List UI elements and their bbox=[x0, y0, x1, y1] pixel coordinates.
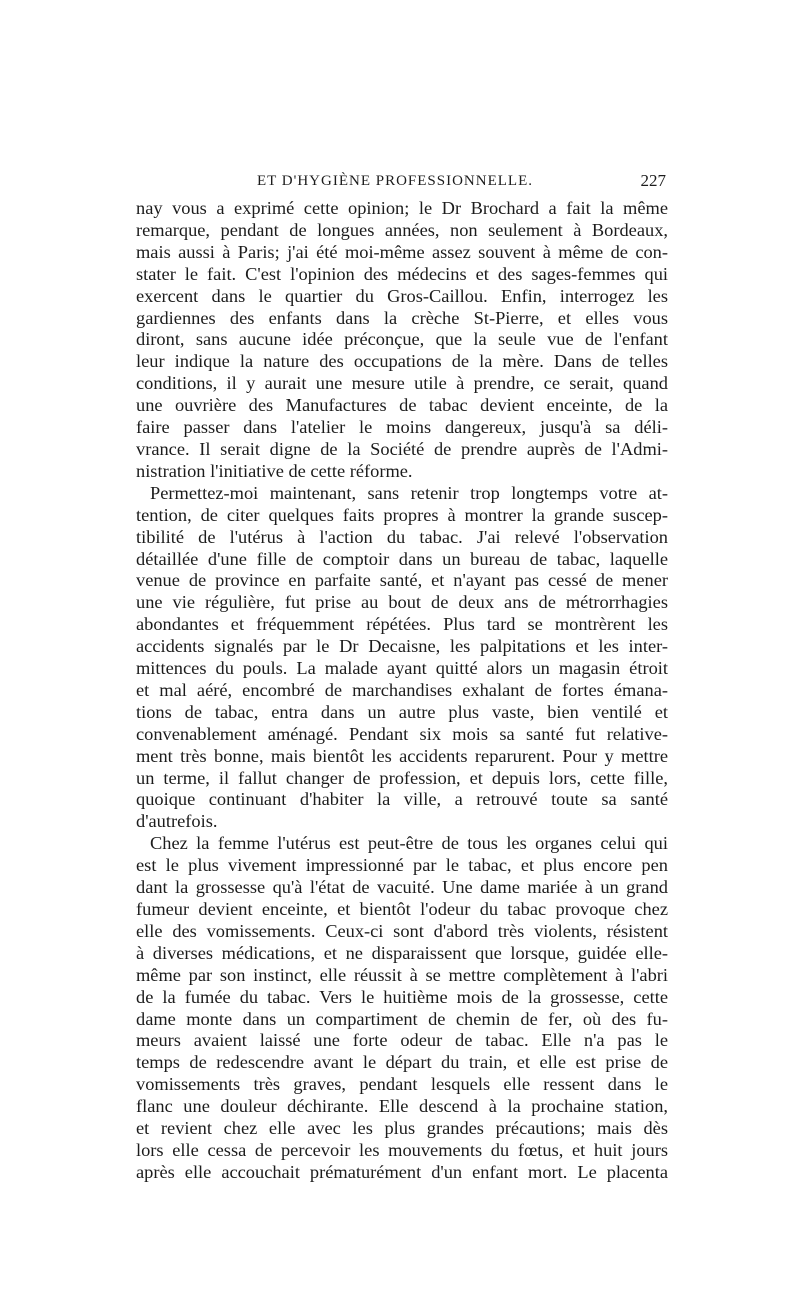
text-line: fumeur devient enceinte, et bientôt l'odeur du tabac provoque chez bbox=[136, 899, 668, 919]
text-line: gardiennes des enfants dans la crèche St-Pierre, et elles vous bbox=[136, 307, 668, 328]
text-line: ment très bonne, mais bientôt les accidents reparurent. Pour y mettre bbox=[136, 745, 668, 766]
text-line: et mal aéré, encombré de marchandises exhalant de fortes émana- bbox=[136, 679, 668, 700]
text-line: flanc une douleur déchirante. Elle descend à la prochaine station, bbox=[136, 1096, 668, 1117]
text-line: vomissements très graves, pendant lesquels elle ressent dans le bbox=[136, 1074, 668, 1095]
text-line: détaillée d'une fille de comptoir dans un bureau de tabac, laquelle bbox=[136, 548, 668, 569]
text-line: dame monte dans un compartiment de chemin de fer, où des fu- bbox=[136, 1008, 668, 1029]
text-line: nistration l'initiative de cette réforme. bbox=[136, 460, 413, 481]
text-line: meurs avaient laissé une forte odeur de tabac. Elle n'a pas le bbox=[136, 1030, 668, 1051]
text-line: abondantes et fréquemment répétées. Plus tard se montrèrent les bbox=[136, 614, 668, 635]
paragraph-2 bbox=[136, 483, 668, 834]
text-line: dant la grossesse qu'à l'état de vacuité. Une dame mariée à un grand bbox=[136, 877, 668, 898]
text-line: est le plus vivement impressionné par le tabac, et plus encore pen bbox=[136, 855, 668, 876]
text-line: vrance. Il serait digne de la Société de prendre auprès de l'Admi- bbox=[136, 438, 668, 459]
book-page bbox=[136, 170, 668, 1184]
text-line: remarque, pendant de longues années, non seulement à Bordeaux, bbox=[136, 219, 668, 240]
text-line: tions de tabac, entra dans un autre plus vaste, bien ventilé et bbox=[136, 701, 668, 722]
text-line: une vie régulière, fut prise au bout de deux ans de métrorrhagies bbox=[136, 592, 668, 613]
text-line: d'autrefois. bbox=[136, 811, 218, 832]
text-line: elle des vomissements. Ceux-ci sont d'abord très violents, résistent bbox=[136, 920, 668, 941]
page-number: 227 bbox=[640, 171, 666, 190]
text-line: stater le fait. C'est l'opinion des médecins et des sages-femmes qui bbox=[136, 263, 668, 284]
text-line: de la fumée du tabac. Vers le huitième mois de la grossesse, cette bbox=[136, 986, 668, 1007]
text-line: même par son instinct, elle réussit à se mettre complètement à l'abri bbox=[136, 964, 668, 985]
text-line: faire passer dans l'atelier le moins dangereux, jusqu'à sa déli- bbox=[136, 417, 668, 438]
text-line: Permettez-moi maintenant, sans retenir trop longtemps votre at- bbox=[150, 482, 668, 503]
text-line: tibilité de l'utérus à l'action du tabac. J'ai relevé l'observation bbox=[136, 526, 668, 547]
text-line: venue de province en parfaite santé, et n'ayant pas cessé de mener bbox=[136, 570, 668, 591]
paragraph-3 bbox=[136, 833, 668, 1184]
text-line: lors elle cessa de percevoir les mouvements du fœtus, et huit jours bbox=[136, 1139, 668, 1160]
text-line: leur indique la nature des occupations de la mère. Dans de telles bbox=[136, 351, 668, 372]
text-line: mittences du pouls. La malade ayant quitté alors un magasin étroit bbox=[136, 658, 668, 679]
text-line: et revient chez elle avec les plus grandes précautions; mais dès bbox=[136, 1118, 668, 1139]
text-line: nay vous a exprimé cette opinion; le Dr Brochard a fait la même bbox=[136, 198, 668, 218]
text-line: après elle accouchait prématurément d'un enfant mort. Le placenta bbox=[136, 1161, 668, 1182]
text-line: accidents signalés par le Dr Decaisne, les palpitations et les inter- bbox=[136, 636, 668, 657]
running-title: ET D'HYGIÈNE PROFESSIONNELLE. bbox=[257, 173, 534, 189]
text-line: convenablement aménagé. Pendant six mois sa santé fut relative- bbox=[136, 723, 668, 744]
text-line: quoique continuant d'habiter la ville, a retrouvé toute sa santé bbox=[136, 789, 668, 810]
text-line: un terme, il fallut changer de profession, et depuis lors, cette fille, bbox=[136, 767, 668, 788]
paragraph-1 bbox=[136, 198, 668, 483]
text-line: diront, sans aucune idée préconçue, que la seule vue de l'enfant bbox=[136, 329, 668, 350]
text-line: mais aussi à Paris; j'ai été moi-même assez souvent à même de con- bbox=[136, 241, 668, 262]
running-head bbox=[136, 170, 668, 194]
text-line: à diverses médications, et ne disparaissent que lorsque, guidée elle- bbox=[136, 942, 668, 963]
text-line: tention, de citer quelques faits propres à montrer la grande suscep- bbox=[136, 504, 668, 525]
text-line: temps de redescendre avant le départ du train, et elle est prise de bbox=[136, 1052, 668, 1073]
text-line: conditions, il y aurait une mesure utile à prendre, ce serait, quand bbox=[136, 373, 668, 394]
text-line: exercent dans le quartier du Gros-Caillou. Enfin, interrogez les bbox=[136, 285, 668, 306]
text-line: une ouvrière des Manufactures de tabac devient enceinte, de la bbox=[136, 395, 668, 416]
text-line: Chez la femme l'utérus est peut-être de tous les organes celui qui bbox=[150, 833, 668, 854]
